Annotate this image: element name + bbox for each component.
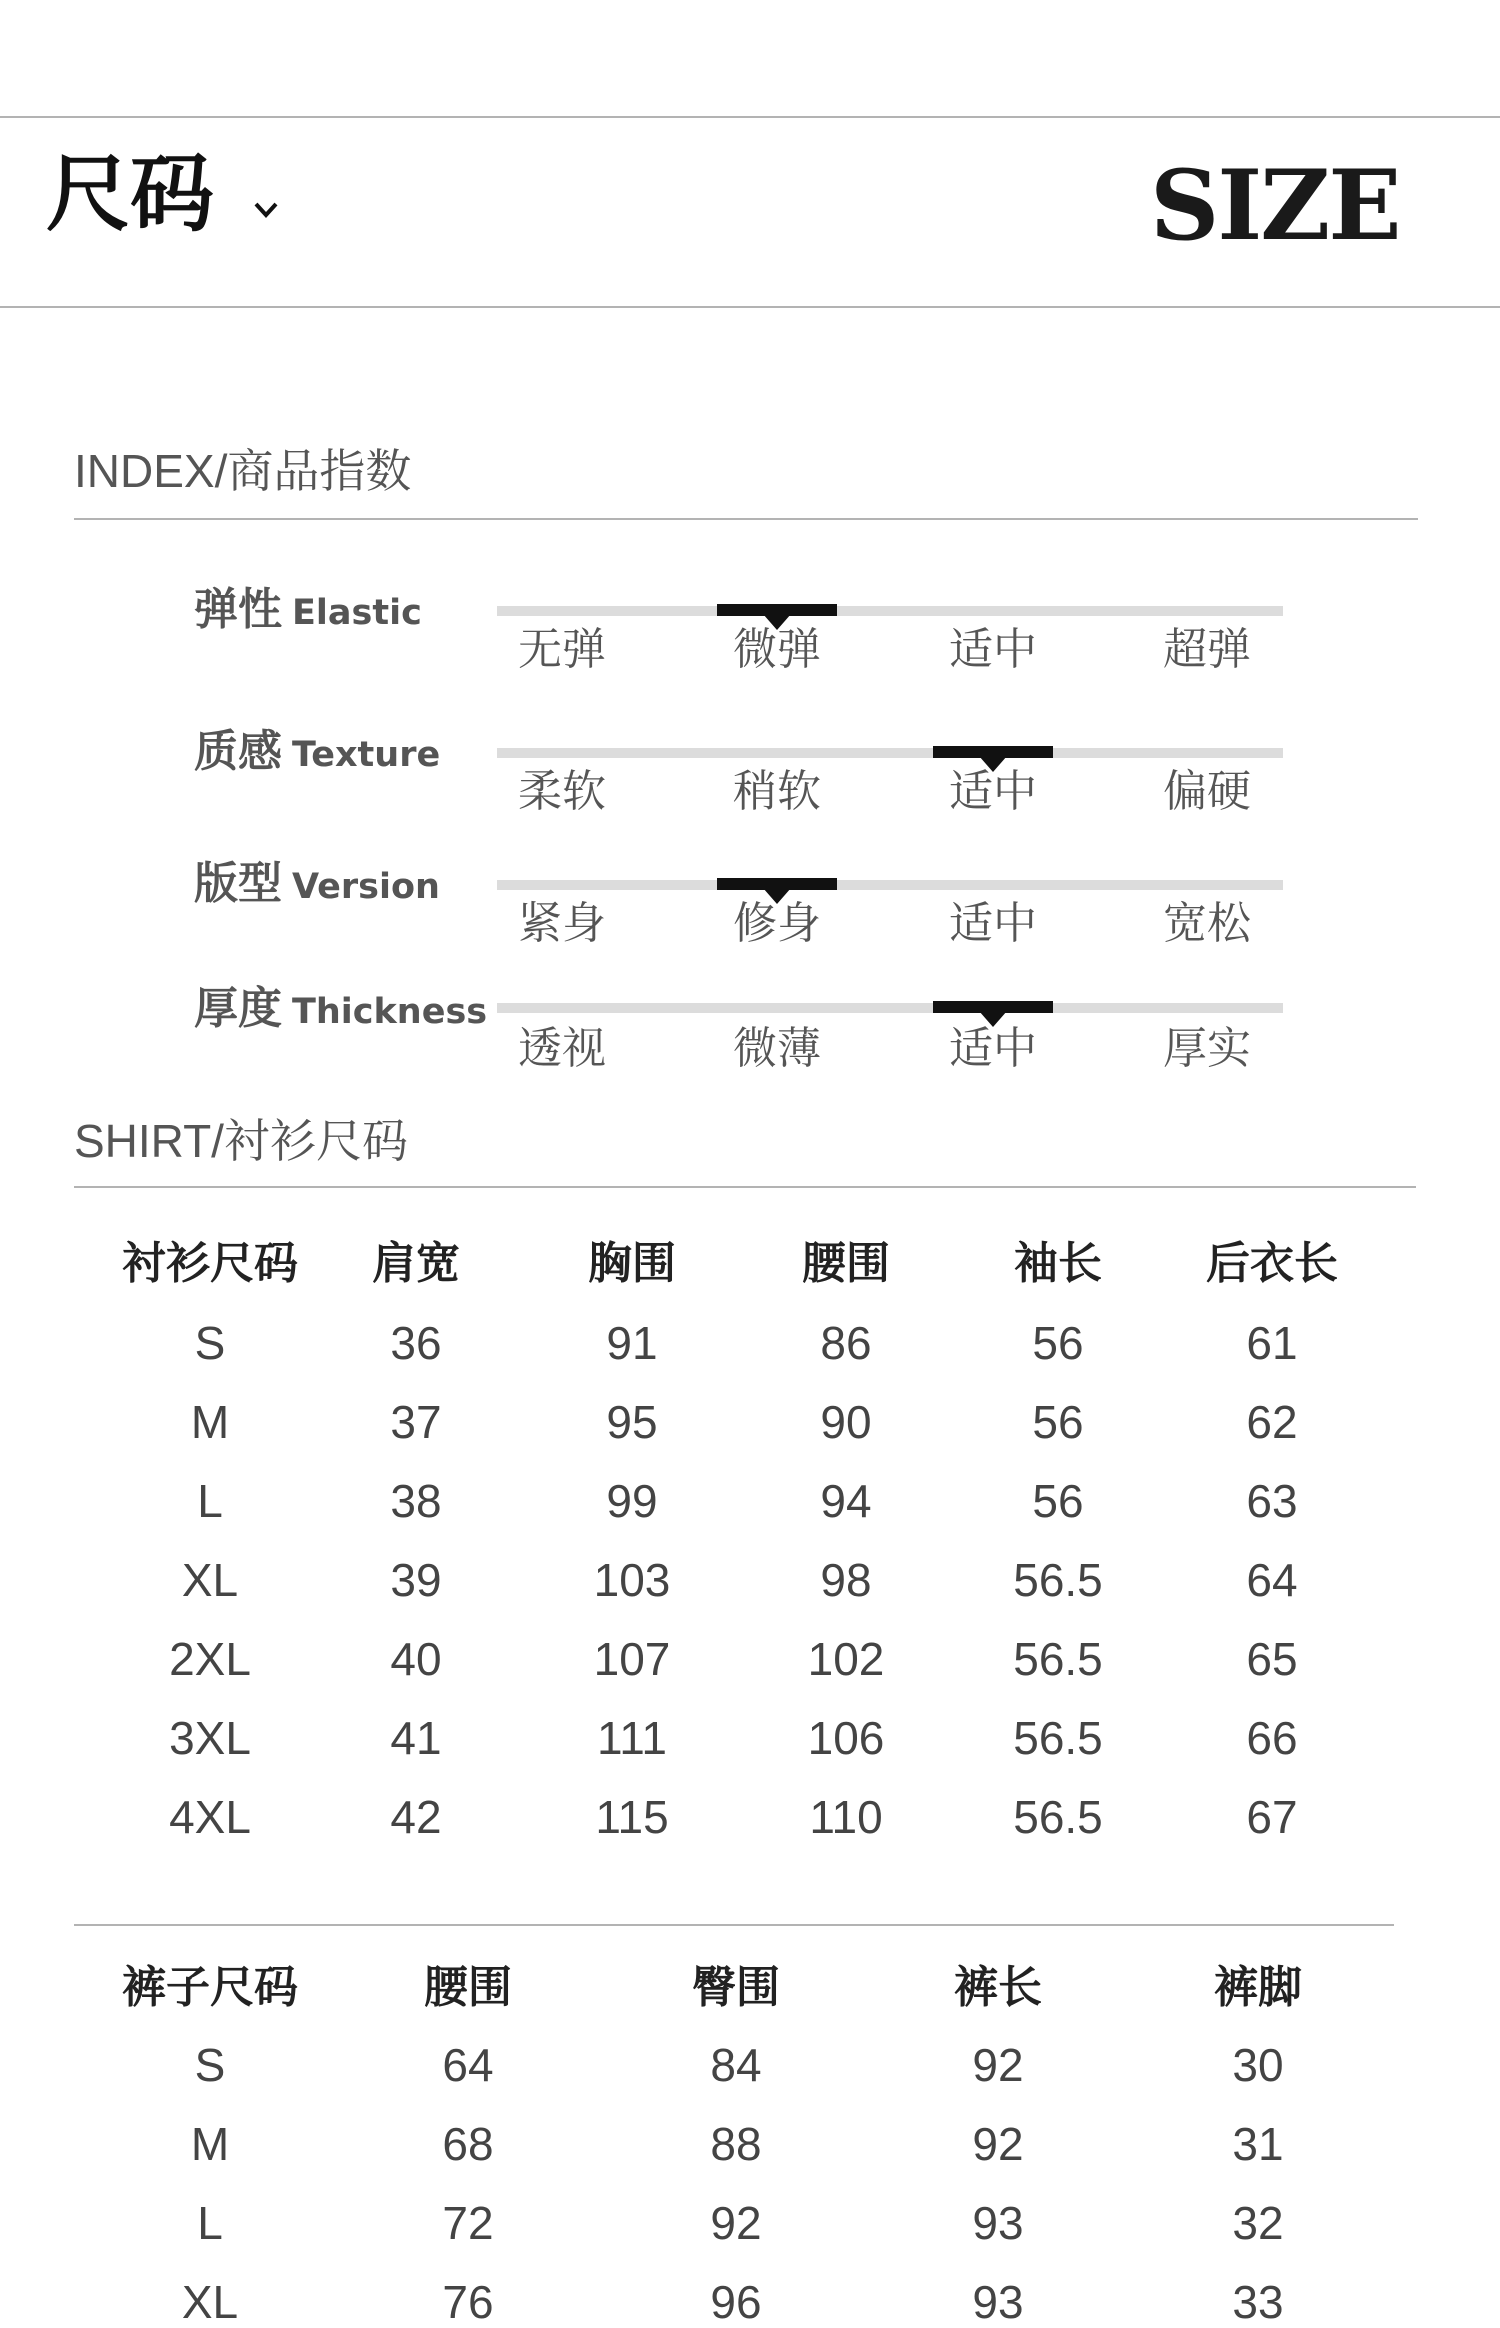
pants-table-cell: 68: [442, 2118, 494, 2170]
index-track: [497, 1003, 1283, 1013]
shirt-header-cell: 腰围: [802, 1238, 890, 1289]
index-option: 适中: [949, 1023, 1037, 1074]
shirt-table-cell: 103: [593, 1554, 671, 1606]
index-option: 无弹: [518, 624, 606, 675]
index-option: 偏硬: [1163, 766, 1251, 817]
index-divider: [74, 518, 1418, 520]
shirt-table-cell: 64: [1246, 1554, 1298, 1606]
shirt-header-cell: 胸围: [588, 1238, 676, 1289]
index-option: 适中: [949, 766, 1037, 817]
shirt-header-cell: 衬衫尺码: [122, 1238, 298, 1289]
shirt-table-cell: 56.5: [1013, 1554, 1103, 1606]
index-label-en: Texture: [292, 735, 441, 775]
shirt-header-cell: 袖长: [1014, 1238, 1102, 1289]
shirt-table-cell: 3XL: [169, 1712, 251, 1764]
index-label-cn: 弹性: [194, 584, 282, 635]
size-logo-text: SIZE: [1150, 149, 1400, 262]
shirt-table-cell: 36: [390, 1317, 442, 1369]
index-label-cn: 质感: [194, 726, 282, 777]
index-label-en: Thickness: [292, 992, 488, 1032]
shirt-table-cell: 66: [1246, 1712, 1298, 1764]
shirt-table-cell: 91: [606, 1317, 658, 1369]
index-label-thickness: [194, 983, 488, 1034]
header-bottom-divider: [0, 306, 1500, 308]
shirt-table-cell: 56.5: [1013, 1791, 1103, 1843]
shirt-table-cell: 63: [1246, 1475, 1298, 1527]
shirt-header-cell: 后衣长: [1206, 1238, 1338, 1289]
pants-header-cell: 臀围: [692, 1962, 780, 2013]
shirt-table-cell: 38: [390, 1475, 442, 1527]
top-divider: [0, 116, 1500, 118]
pants-table-cell: 84: [710, 2039, 762, 2091]
index-option: 厚实: [1163, 1023, 1251, 1074]
pants-table-cell: 64: [442, 2039, 494, 2091]
pants-table-cell: 72: [442, 2197, 494, 2249]
shirt-table-cell: 107: [593, 1633, 671, 1685]
index-option: 微弹: [733, 624, 821, 675]
pants-table-cell: 32: [1232, 2197, 1284, 2249]
chevron-down-icon[interactable]: [246, 190, 286, 230]
index-label-elastic: [194, 584, 422, 635]
pants-table-cell: M: [190, 2118, 230, 2170]
pants-table-cell: 76: [442, 2276, 494, 2328]
pants-table-cell: 92: [972, 2118, 1024, 2170]
shirt-table-cell: 98: [820, 1554, 872, 1606]
pants-divider: [74, 1924, 1394, 1926]
shirt-table-cell: L: [197, 1475, 223, 1527]
pants-table-cell: 93: [972, 2197, 1024, 2249]
shirt-table-cell: 102: [807, 1633, 885, 1685]
pants-header-cell: 裤脚: [1214, 1962, 1302, 2013]
shirt-table-cell: 106: [807, 1712, 885, 1764]
pants-table-cell: 93: [972, 2276, 1024, 2328]
shirt-table-cell: 65: [1246, 1633, 1298, 1685]
index-option: 宽松: [1163, 898, 1251, 949]
shirt-table-cell: 2XL: [169, 1633, 251, 1685]
index-marker: [717, 878, 837, 890]
index-option: 透视: [518, 1023, 606, 1074]
pants-table-cell: 33: [1232, 2276, 1284, 2328]
shirt-divider: [74, 1186, 1416, 1188]
index-option: 稍软: [733, 766, 821, 817]
shirt-table-cell: 61: [1246, 1317, 1298, 1369]
index-marker: [933, 1001, 1053, 1013]
shirt-table-cell: 4XL: [169, 1791, 251, 1843]
shirt-table-cell: 40: [390, 1633, 442, 1685]
index-label-cn: 厚度: [194, 983, 282, 1034]
pants-table-cell: 30: [1232, 2039, 1284, 2091]
index-option: 超弹: [1163, 624, 1251, 675]
index-label-texture: [194, 726, 441, 777]
index-label-cn: 版型: [194, 858, 282, 909]
shirt-table-cell: 56: [1032, 1317, 1084, 1369]
shirt-section-title: SHIRT/衬衫尺码: [74, 1115, 408, 1167]
shirt-table-cell: 37: [390, 1396, 442, 1448]
index-marker: [933, 746, 1053, 758]
page-title: 尺码: [46, 145, 215, 243]
shirt-table-cell: 56: [1032, 1475, 1084, 1527]
pants-table-cell: 92: [972, 2039, 1024, 2091]
pants-header-cell: 裤子尺码: [122, 1962, 298, 2013]
shirt-table-cell: 56.5: [1013, 1633, 1103, 1685]
pants-table-cell: 96: [710, 2276, 762, 2328]
shirt-table-cell: 110: [809, 1791, 883, 1843]
shirt-table-cell: 56.5: [1013, 1712, 1103, 1764]
index-marker: [717, 604, 837, 616]
index-option: 修身: [733, 898, 821, 949]
shirt-table-cell: S: [194, 1317, 226, 1369]
shirt-table-cell: XL: [181, 1554, 239, 1606]
index-option: 适中: [949, 898, 1037, 949]
shirt-table-cell: 41: [390, 1712, 442, 1764]
shirt-table-cell: 95: [606, 1396, 658, 1448]
shirt-table-cell: 56: [1032, 1396, 1084, 1448]
index-option: 柔软: [518, 766, 606, 817]
index-option: 适中: [949, 624, 1037, 675]
index-track: [497, 748, 1283, 758]
shirt-table-cell: 115: [595, 1791, 669, 1843]
index-section-title: INDEX/商品指数: [74, 445, 412, 497]
pants-table-cell: 31: [1232, 2118, 1284, 2170]
pants-header-cell: 裤长: [954, 1962, 1042, 2013]
index-option: 紧身: [518, 898, 606, 949]
shirt-table-cell: 90: [820, 1396, 872, 1448]
shirt-table-cell: 86: [820, 1317, 872, 1369]
shirt-header-cell: 肩宽: [372, 1238, 460, 1289]
index-track: [497, 880, 1283, 890]
pants-table-cell: XL: [181, 2276, 239, 2328]
index-label-version: [194, 858, 440, 909]
pants-header-cell: 腰围: [424, 1962, 512, 2013]
shirt-table-cell: 62: [1246, 1396, 1298, 1448]
pants-table-cell: 92: [710, 2197, 762, 2249]
index-label-en: Version: [292, 867, 440, 907]
pants-table-cell: L: [197, 2197, 223, 2249]
index-label-en: Elastic: [292, 593, 422, 633]
shirt-table-cell: 67: [1246, 1791, 1298, 1843]
pants-table-cell: S: [194, 2039, 226, 2091]
shirt-table-cell: M: [190, 1396, 230, 1448]
pants-table-cell: 88: [710, 2118, 762, 2170]
shirt-table-cell: 42: [390, 1791, 442, 1843]
index-option: 微薄: [733, 1023, 821, 1074]
shirt-table-cell: 111: [597, 1712, 667, 1764]
shirt-table-cell: 94: [820, 1475, 872, 1527]
shirt-table-cell: 39: [390, 1554, 442, 1606]
index-track: [497, 606, 1283, 616]
shirt-table-cell: 99: [606, 1475, 658, 1527]
